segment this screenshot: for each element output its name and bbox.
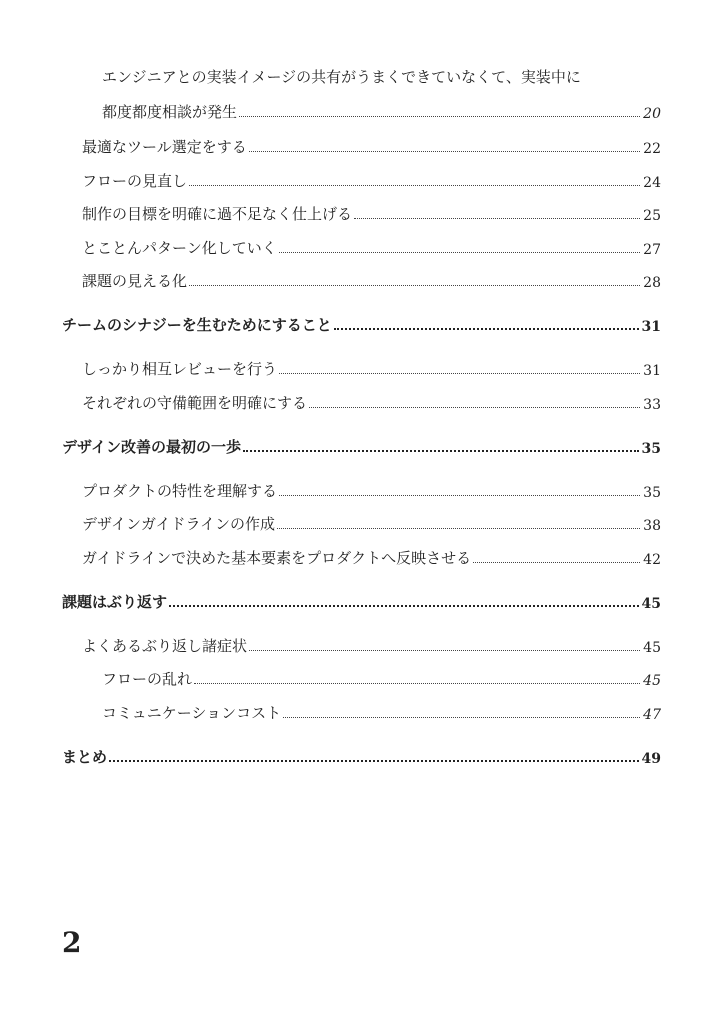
toc-entry-title: とことんパターン化していく <box>82 239 277 257</box>
dot-leader <box>354 218 640 219</box>
toc-page-number: 25 <box>643 208 661 224</box>
toc-page-number: 22 <box>643 141 661 157</box>
toc-entry[interactable] <box>82 512 661 534</box>
toc-entry-title: エンジニアとの実装イメージの共有がうまくできていなくて、実装中に <box>102 68 581 86</box>
toc-chapter[interactable] <box>62 435 661 457</box>
toc-page-number: 38 <box>643 518 661 534</box>
toc-chapter-title: 課題はぶり返す <box>62 593 168 611</box>
toc-page-number: 45 <box>643 640 661 656</box>
toc-chapter[interactable] <box>62 313 661 335</box>
toc-page-number: 31 <box>641 319 661 335</box>
toc-chapter[interactable] <box>62 745 661 767</box>
toc-page-number: 45 <box>641 596 661 612</box>
toc-entry[interactable] <box>82 634 661 656</box>
toc-page-number: 31 <box>643 363 661 379</box>
toc-entry-title: 都度都度相談が発生 <box>102 103 238 121</box>
toc-entry-title: フローの乱れ <box>102 670 193 688</box>
toc-page-number: 49 <box>641 751 661 767</box>
toc-entry-title: コミュニケーションコスト <box>102 704 282 722</box>
toc-entry[interactable] <box>82 202 661 224</box>
dot-leader <box>473 562 640 563</box>
toc-chapter-title: まとめ <box>62 748 108 766</box>
toc-chapter-title: チームのシナジーを生むためにすること <box>62 316 332 334</box>
toc-entry-title: フローの見直し <box>82 172 188 190</box>
dot-leader <box>239 116 640 117</box>
dot-leader <box>279 495 640 496</box>
dot-leader <box>169 605 639 607</box>
toc-entry[interactable] <box>82 546 661 568</box>
dot-leader <box>334 328 639 330</box>
toc-page-number: 35 <box>641 441 661 457</box>
toc-entry-title: ガイドラインで決めた基本要素をプロダクトへ反映させる <box>82 549 472 567</box>
toc-entry-title: 最適なツール選定をする <box>82 138 247 156</box>
toc-entry[interactable] <box>82 269 661 291</box>
toc-entry-title: デザインガイドラインの作成 <box>82 515 276 533</box>
dot-leader <box>309 407 640 408</box>
toc-entry-title: 制作の目標を明確に過不足なく仕上げる <box>82 205 353 223</box>
dot-leader <box>277 528 640 529</box>
dot-leader <box>243 450 639 452</box>
toc-page-number: 35 <box>643 485 661 501</box>
toc-entry-title: プロダクトの特性を理解する <box>82 482 278 500</box>
toc-entry-wrapped-line1[interactable] <box>102 66 661 88</box>
toc-page-number: 33 <box>643 397 661 413</box>
toc-subentry[interactable] <box>102 701 661 723</box>
toc-entry-title: しっかり相互レビューを行う <box>82 360 278 378</box>
dot-leader <box>279 373 640 374</box>
toc-entry-title: 課題の見える化 <box>82 272 188 290</box>
toc-entry[interactable] <box>82 479 661 501</box>
dot-leader <box>194 683 640 684</box>
dot-leader <box>283 717 640 718</box>
dot-leader <box>249 650 640 651</box>
toc-entry[interactable] <box>82 169 661 191</box>
toc-page-number: 28 <box>643 275 661 291</box>
toc-page-number: 24 <box>643 175 661 191</box>
toc-entry[interactable] <box>82 391 661 413</box>
toc-page-number: 27 <box>643 242 661 258</box>
dot-leader <box>109 760 639 762</box>
toc-entry[interactable] <box>82 236 661 258</box>
toc-entry-title: よくあるぶり返し諸症状 <box>82 637 248 655</box>
toc-page-number: 47 <box>643 707 661 723</box>
dot-leader <box>279 252 640 253</box>
toc-page-number: 20 <box>643 106 661 122</box>
dot-leader <box>249 151 640 152</box>
toc-entry[interactable] <box>82 357 661 379</box>
toc-page-number: 42 <box>643 552 661 568</box>
toc-subentry[interactable] <box>102 667 661 689</box>
toc-chapter[interactable] <box>62 590 661 612</box>
toc-entry-wrapped[interactable] <box>102 100 661 122</box>
dot-leader <box>189 185 640 186</box>
toc-entry[interactable] <box>82 135 661 157</box>
toc-chapter-title: デザイン改善の最初の一歩 <box>62 438 241 456</box>
toc-entry-title: それぞれの守備範囲を明確にする <box>82 394 308 412</box>
page-number: 2 <box>62 926 82 959</box>
dot-leader <box>189 285 640 286</box>
toc-page-number: 45 <box>643 673 661 689</box>
